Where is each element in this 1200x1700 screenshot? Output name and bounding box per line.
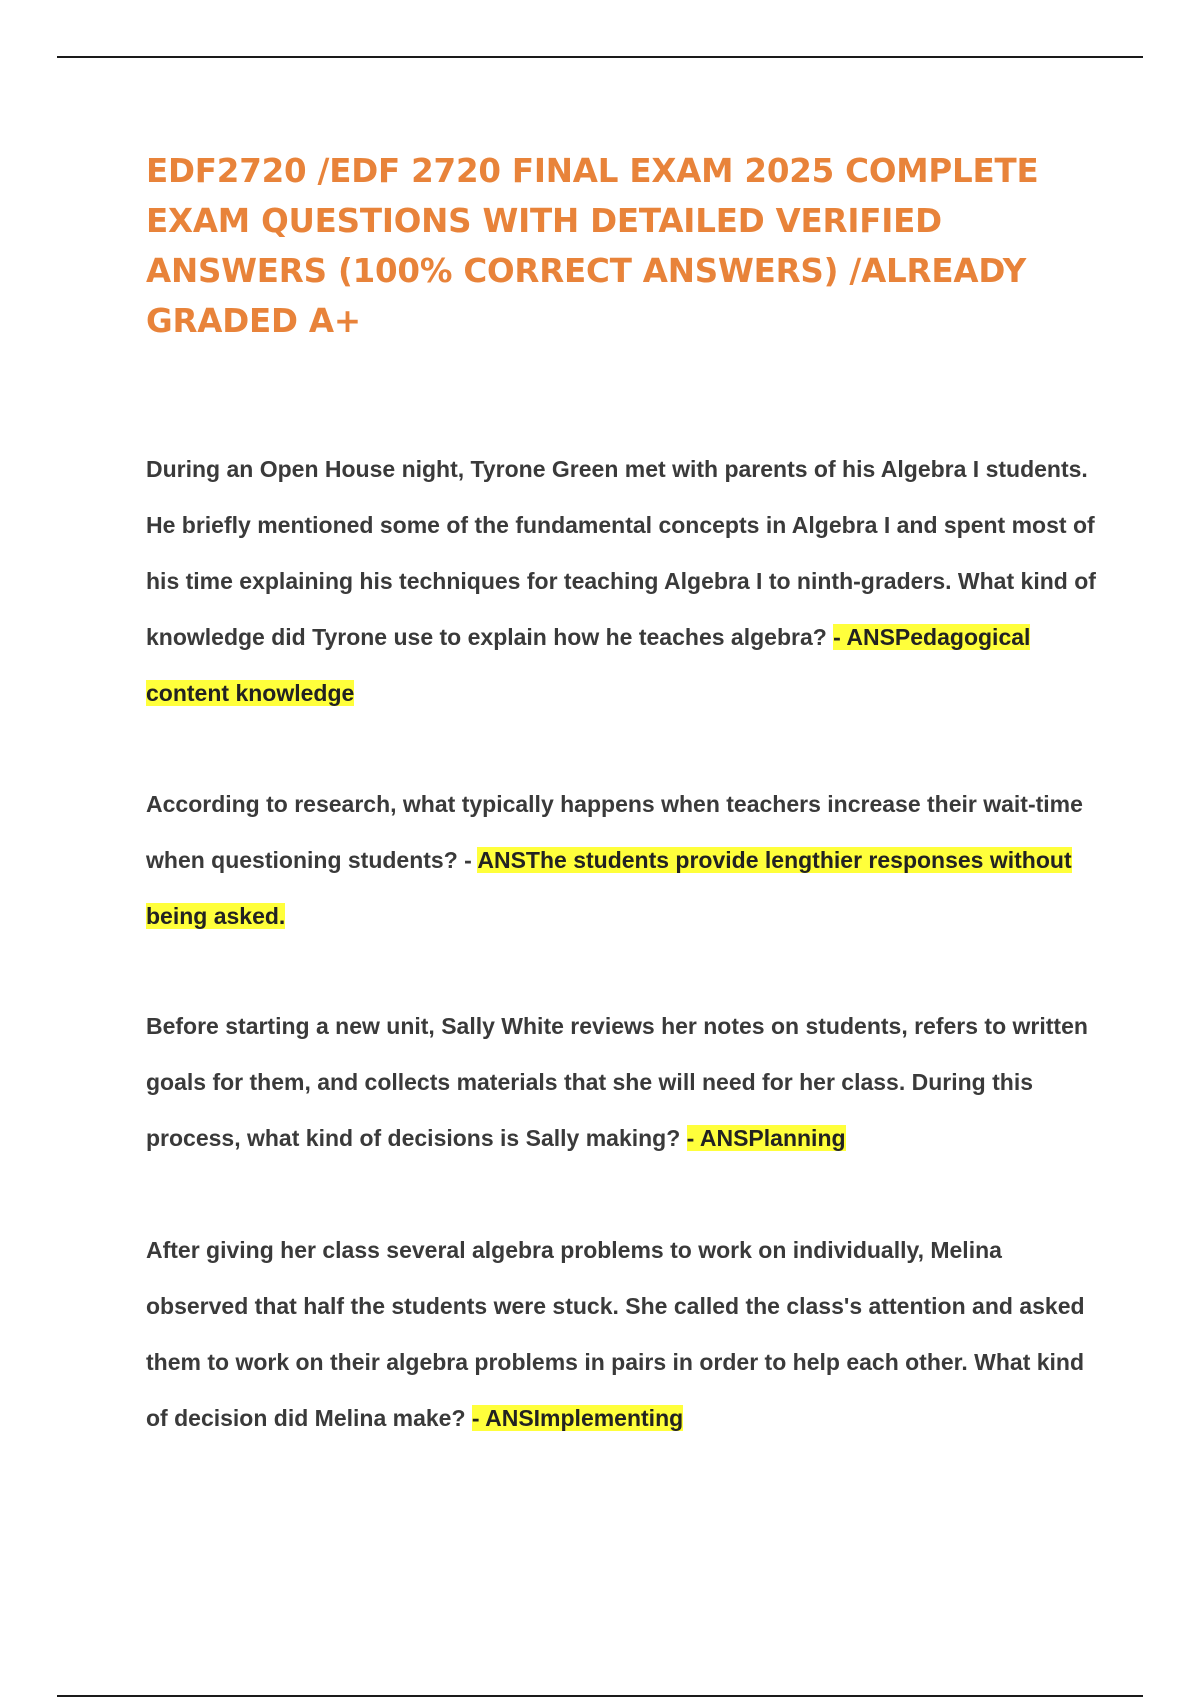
question-block [146,1222,1096,1446]
question-block [146,441,1096,721]
answer-highlight: ANSThe students provide lengthier responses without being asked. [146,847,1072,929]
question-text: According to research, what typically happens when teachers increase their wait-time when questioning students? - [146,791,1083,873]
question-text: After giving her class several algebra problems to work on individually, Melina observed that half the students were stuck. She called the class's attention and asked them to work on their algebra problems in pairs in order to help each other. What kind of decision did Melina make? [146,1237,1085,1431]
question-text: During an Open House night, Tyrone Green met with parents of his Algebra I students. He briefly mentioned some of the fundamental concepts in Algebra I and spent most of his time explaining his techniques for teaching Algebra I to ninth-graders. What kind of knowledge did Tyrone use to explain how he teaches algebra? [146,456,1096,650]
answer-highlight: - ANSPedagogical content knowledge [146,624,1031,706]
document-title: EDF2720 /EDF 2720 FINAL EXAM 2025 COMPLETE EXAM QUESTIONS WITH DETAILED VERIFIED ANSWERS (100% CORRECT ANSWERS) /ALREADY GRADED A+ [146,152,1039,340]
question-block [146,998,1096,1166]
top-divider [57,56,1143,58]
answer-highlight: - ANSPlanning [686,1125,846,1151]
bottom-divider [57,1695,1143,1697]
answer-highlight: - ANSImplementing [471,1405,684,1431]
question-block [146,776,1096,944]
question-text: Before starting a new unit, Sally White reviews her notes on students, refers to written goals for them, and collects materials that she will need for her class. During this process, what kind of decisions is Sally making? [146,1013,1088,1151]
